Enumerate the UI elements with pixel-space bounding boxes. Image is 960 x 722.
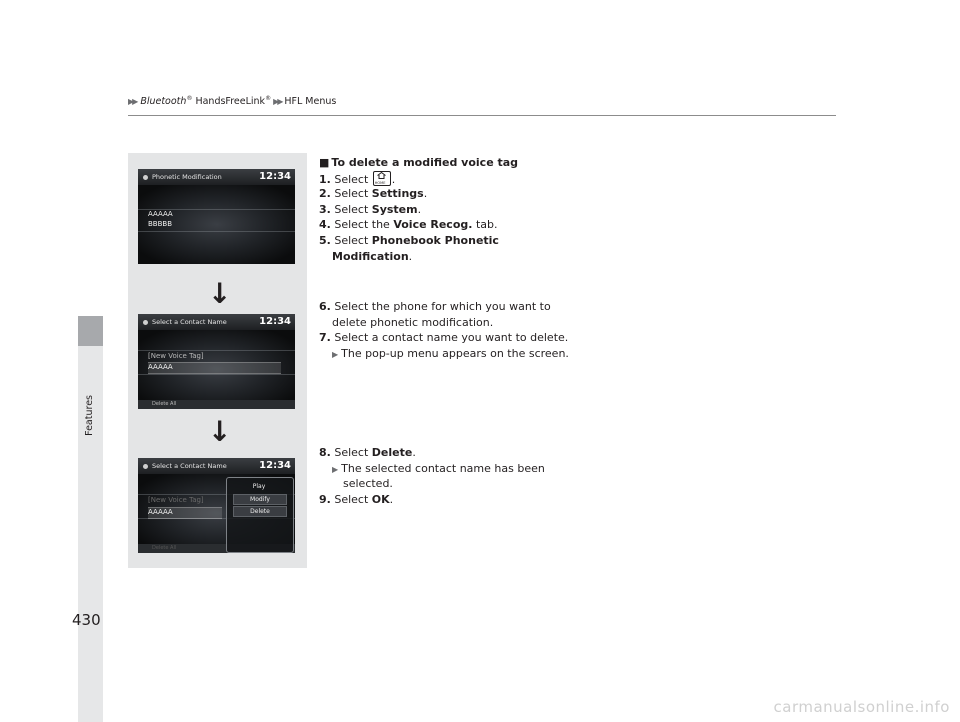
- clock: 12:34: [259, 171, 291, 182]
- list-item[interactable]: [New Voice Tag]: [148, 496, 204, 504]
- step-8-result: ▶ The selected contact name has been: [332, 461, 545, 475]
- screen-title: Select a Contact Name: [152, 462, 227, 470]
- step-3: 3. Select System.: [319, 202, 422, 216]
- screenshot-panel: [128, 153, 307, 568]
- screen-titlebar: [138, 169, 295, 185]
- result-arrow-icon: ▶: [332, 349, 339, 359]
- watermark: carmanualsonline.info: [773, 698, 950, 716]
- status-dot-icon: [143, 464, 148, 469]
- registered-mark: ®: [186, 95, 193, 102]
- status-dot-icon: [143, 320, 148, 325]
- status-dot-icon: [143, 175, 148, 180]
- clock: 12:34: [259, 316, 291, 327]
- screen-select-contact-popup: [138, 458, 295, 553]
- page-number: 430: [72, 611, 101, 629]
- list-item[interactable]: AAAAA: [148, 508, 173, 516]
- popup-modify-option[interactable]: Modify: [233, 494, 287, 505]
- delete-all-button[interactable]: Delete All: [138, 544, 295, 553]
- screen-title: Phonetic Modification: [152, 173, 222, 181]
- breadcrumb: [128, 95, 336, 107]
- list-item[interactable]: BBBBB: [148, 220, 173, 228]
- step-1: 1. Select HOME .: [319, 172, 396, 186]
- breadcrumb-item-hfl-menus: HFL Menus: [284, 96, 337, 108]
- delete-all-button[interactable]: Delete All: [138, 400, 295, 409]
- section-heading: ■ To delete a modified voice tag: [319, 156, 519, 169]
- breadcrumb-arrow-icon: ▶▶: [273, 97, 282, 107]
- list-item[interactable]: AAAAA: [148, 363, 173, 371]
- result-arrow-icon: ▶: [332, 464, 339, 474]
- step-6: 6. Select the phone for which you want to: [319, 300, 551, 313]
- breadcrumb-arrow-icon: ▶▶: [128, 97, 137, 107]
- screen-phonetic-modification: [138, 169, 295, 264]
- step-8-result-continued: selected.: [343, 477, 393, 491]
- home-icon: HOME: [373, 171, 391, 186]
- step-7-result: ▶ The pop-up menu appears on the screen.: [332, 346, 569, 360]
- screen-select-contact: [138, 314, 295, 409]
- list-item[interactable]: [New Voice Tag]: [148, 352, 204, 360]
- down-arrow-icon: ↓: [208, 415, 232, 448]
- header-rule: [128, 115, 836, 116]
- step-2: 2. Select Settings.: [319, 187, 428, 201]
- screen-titlebar: [138, 314, 295, 330]
- square-bullet-icon: ■: [319, 156, 330, 169]
- step-8: 8. Select Delete.: [319, 446, 416, 459]
- breadcrumb-item-hfl: HandsFreeLink: [195, 96, 266, 108]
- down-arrow-icon: ↓: [208, 277, 232, 310]
- screen-titlebar: [138, 458, 295, 474]
- screen-title: Select a Contact Name: [152, 318, 227, 326]
- popup-play-option[interactable]: Play: [252, 483, 266, 490]
- list-item[interactable]: AAAAA: [148, 210, 173, 218]
- step-5: 5. Select Phonebook Phonetic: [319, 234, 499, 247]
- registered-mark: ®: [265, 95, 272, 102]
- step-9: 9. Select OK.: [319, 492, 394, 506]
- clock: 12:34: [259, 460, 291, 471]
- step-4: 4. Select the Voice Recog. tab.: [319, 218, 498, 232]
- breadcrumb-item-bluetooth: Bluetooth: [140, 96, 187, 108]
- step-6-continued: delete phonetic modification.: [332, 315, 494, 329]
- popup-menu: [226, 477, 294, 553]
- popup-delete-option[interactable]: Delete: [233, 506, 287, 517]
- sidebar-label: Features: [84, 395, 95, 436]
- step-7: 7. Select a contact name you want to delete.: [319, 331, 569, 345]
- sidebar-section-marker: [78, 316, 103, 346]
- step-5-continued: Modification.: [332, 249, 413, 263]
